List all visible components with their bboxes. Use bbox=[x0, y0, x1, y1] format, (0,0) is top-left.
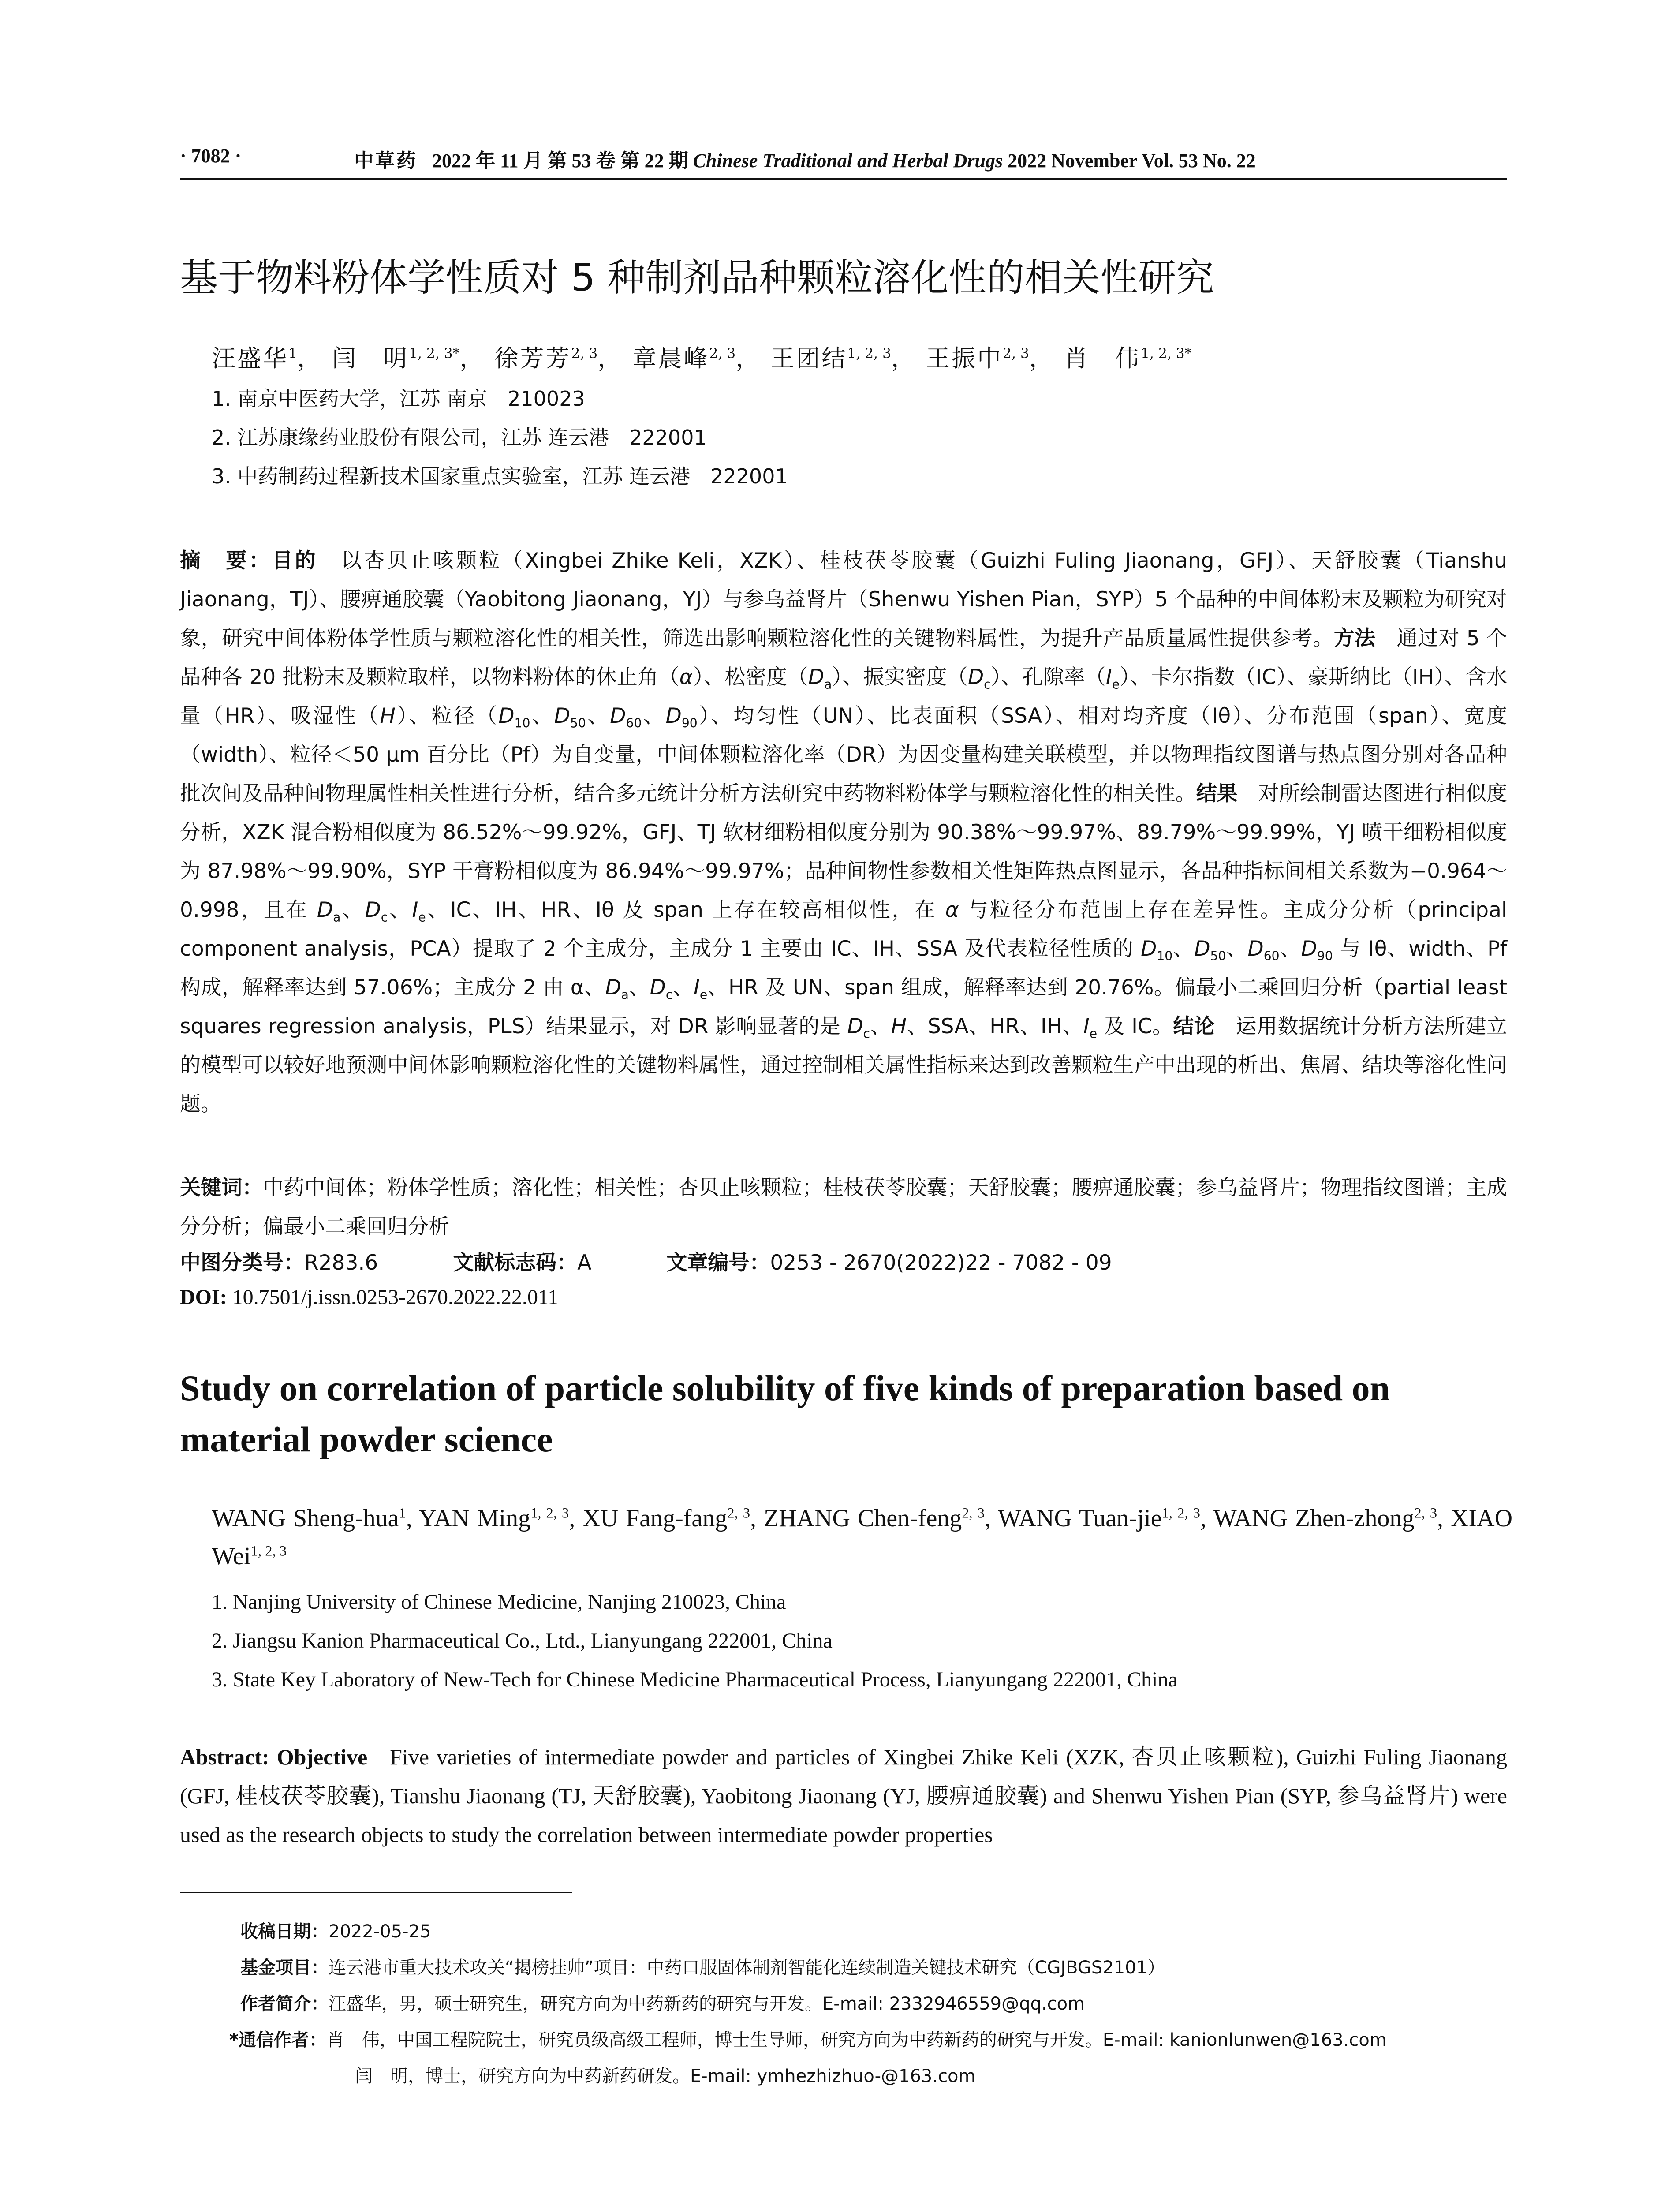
conclusion-text: 运用数据统计分析方法所建立的模型可以较好地预测中间体影响颗粒溶化性的关键物料属性，通过控制相关属性指标来达到改善颗粒生产中出现的析出、焦屑、结块等溶化性问题。 bbox=[180, 1014, 1508, 1116]
author-en: XIAO Wei bbox=[212, 1505, 1513, 1570]
author-aff: 1 bbox=[288, 346, 297, 362]
author-en: WANG Sheng-hua bbox=[212, 1505, 399, 1532]
author-aff: 1, 2, 3 bbox=[530, 1505, 569, 1521]
author-en: YAN Ming bbox=[418, 1505, 531, 1532]
author-cn: 闫 明 bbox=[332, 344, 409, 372]
journal-line bbox=[354, 145, 1256, 173]
page-number: · 7082 · bbox=[180, 145, 242, 167]
footnote-rule bbox=[180, 1892, 572, 1893]
affiliation-en-1: 1. Nanjing University of Chinese Medicine, Nanjing 210023, China bbox=[212, 1590, 786, 1614]
author-aff: 2, 3 bbox=[1414, 1505, 1437, 1521]
issue-cn: 2022 年 11 月 第 53 卷 第 22 期 bbox=[432, 150, 688, 172]
title-en: Study on correlation of particle solubility of five kinds of preparation based on material powder science bbox=[180, 1368, 1390, 1459]
affiliation-cn-1: 1. 南京中医药大学，江苏 南京 210023 bbox=[212, 387, 585, 411]
author-en: XU Fang-fang bbox=[582, 1505, 728, 1532]
abstract-en-label: Abstract: bbox=[180, 1745, 269, 1769]
author-aff: 2, 3 bbox=[709, 346, 736, 362]
author-aff: 1 bbox=[399, 1505, 406, 1521]
author-en: WANG Zhen-zhong bbox=[1213, 1505, 1415, 1532]
doi-label: DOI: bbox=[180, 1286, 227, 1309]
affiliation-en-2: 2. Jiangsu Kanion Pharmaceutical Co., Ltd., Lianyungang 222001, China bbox=[212, 1629, 833, 1652]
journal-name-cn: 中草药 bbox=[354, 150, 418, 172]
footnote-corresponding-2: 闫 明，博士，研究方向为中药新药研发。E-mail: ymhezhizhuo-@163.com bbox=[355, 2066, 976, 2086]
author-aff: 1, 2, 3 bbox=[847, 346, 891, 362]
author-aff: 2, 3 bbox=[962, 1505, 985, 1521]
author-aff: 2, 3 bbox=[571, 346, 598, 362]
clc-value: R283.6 bbox=[304, 1251, 378, 1275]
keywords-text: 中药中间体；粉体学性质；溶化性；相关性；杏贝止咳颗粒；桂枝茯苓胶囊；天舒胶囊；腰痹通胶囊；参乌益肾片；物理指纹图谱；主成分分析；偏最小二乘回归分析 bbox=[180, 1176, 1508, 1239]
author-cn: 徐芳芳 bbox=[494, 344, 571, 372]
authors-cn: 汪盛华$^1$， 闫 明$^{1, 2, 3*}$， 徐芳芳$^{2, 3}$， 章晨峰$^{2, 3}$， 王团结$^{1, 2, 3}$， 王振中$^{2, 3}$， 肖 伟$^{1, 2, 3*}$ bbox=[212, 344, 1192, 372]
abstract-label: 摘 要： bbox=[180, 549, 272, 573]
header-rule bbox=[180, 178, 1507, 180]
keywords-cn bbox=[180, 1169, 1507, 1246]
doc-code-value: A bbox=[577, 1251, 592, 1275]
objective-label: 目的 bbox=[272, 549, 318, 573]
doi-value: 10.7501/j.issn.0253-2670.2022.22.011 bbox=[232, 1286, 559, 1309]
issue-en: 2022 November Vol. 53 No. 22 bbox=[1008, 150, 1256, 172]
author-aff: 1, 2, 3* bbox=[1141, 346, 1192, 362]
abstract-cn: 摘 要：目的 以杏贝止咳颗粒（Xingbei Zhike Keli，XZK）、桂枝茯苓胶囊（Guizhi Fuling Jiaonang，GFJ）、天舒胶囊（Tianshu Jiaonang，TJ）、腰痹通胶囊（Yaobitong Jiaonang，YJ）与参乌益肾片（Shenwu Yishen Pian，SYP）5 个品种的中间体粉末及颗粒为研究对象，研究中间体粉体学性质与颗粒溶化性的相关性，筛选出影响颗粒溶化性的关键物料属性，为提升产品质量属性提供参考。方法 通过对 5 个品种各 20 批粉末及颗粒取样，以物料粉体的休止角（α）、松密度$(D_a)$、振实密度$(D_c)$、孔隙率$(I_e)$、卡尔指数（IC）、豪斯纳比（IH）、含水量（HR）、吸湿性（H）、粒径（$D_{10}$、$D_{50}$、$D_{60}$、$D_{90}$）、均匀性（UN）、比表面积（SSA）、相对均齐度（Iθ）、分布范围（span）、宽度（width）、粒径＜50 μm 百分比（Pf）为自变量，中间体颗粒溶化率（DR）为因变量构建关联模型，并以物理指纹图谱与热点图分别对各品种批次间及品种间物理属性相关性进行分析，结合多元统计分析方法研究中药物料粉体学与颗粒溶化性的相关性。结果 对所绘制雷达图进行相似度分析，XZK 混合粉相似度为 86.52%～99.92%，GFJ、TJ 软材细粉相似度分别为 90.38%～99.97%、89.79%～99.99%，YJ 喷干细粉相似度为 87.98%～99.90%，SYP 干膏粉相似度为 86.94%～99.97%；品种间物性参数相关性矩阵热点图显示，各品种指标间相关系数为−0.964～0.998，且在 $D_a$、$D_c$、$I_e$、IC、IH、HR、Iθ 及 span 上存在较高相似性，在 α 与粒径分布范围上存在差异性。主成分分析（principal component analysis，PCA）提取了 2 个主成分，主成分 1 主要由 IC、IH、SSA 及代表粒径性质的 $D_{10}$、$D_{50}$、$D_{60}$、$D_{90}$ 与 Iθ、width、Pf 构成，解释率达到 57.06%；主成分 2 由 α、$D_a$、$D_c$、$I_e$、HR 及 UN、span 组成，解释率达到 20.76%。偏最小二乘回归分析（partial least squares regression analysis，PLS）结果显示，对 DR 影响显著的是 $D_c$、H、SSA、HR、IH、$I_e$ 及 IC。结论 运用数据统计分析方法所建立的模型可以较好地预测中间体影响颗粒溶化性的关键物料属性，通过控制相关属性指标来达到改善颗粒生产中出现的析出、焦屑、结块等溶化性问题。 bbox=[180, 549, 1508, 1116]
author-en: WANG Tuan-jie bbox=[998, 1505, 1162, 1532]
footnote-received: 收稿日期：2022-05-25 bbox=[240, 1921, 431, 1942]
affiliation-cn-2: 2. 江苏康缘药业股份有限公司，江苏 连云港 222001 bbox=[212, 426, 707, 449]
doc-code-label: 文献标志码： bbox=[453, 1251, 578, 1275]
journal-name-en: Chinese Traditional and Herbal Drugs bbox=[693, 150, 1003, 172]
result-text: 对所绘制雷达图进行相似度分析，XZK 混合粉相似度为 86.52%～99.92%，GFJ、TJ 软材细粉相似度分别为 90.38%～99.97%、89.79%～99.99%，YJ 喷干细粉相似度为 87.98%～99.90%，SYP 干膏粉相似度为 86.94%～99.97%；品种间物性参数相关性矩阵热点图显示，各品种指标间相关系数为−0.964～0.998，且在 bbox=[180, 781, 1508, 922]
author-cn: 王振中 bbox=[926, 344, 1003, 372]
author-aff: 1, 2, 3* bbox=[409, 346, 460, 362]
method-label: 方法 bbox=[1333, 626, 1376, 650]
result-label: 结果 bbox=[1196, 781, 1238, 806]
author-cn: 章晨峰 bbox=[632, 344, 709, 372]
conclusion-label: 结论 bbox=[1173, 1014, 1215, 1039]
authors-en: WANG Sheng-hua$^1$, YAN Ming$^{1, 2, 3}$, XU Fang-fang$^{2, 3}$, ZHANG Chen-feng$^{2, 3}$, WANG Tuan-jie$^{1, 2, 3}$, WANG Zhen-zhong$^{2, 3}$, XIAO Wei$^{1, 2, 3}$ bbox=[212, 1505, 1513, 1570]
method-text: 通过对 5 个品种各 20 批粉末及颗粒取样，以物料粉体的休止角（ bbox=[180, 626, 1507, 689]
objective-text: 以杏贝止咳颗粒（Xingbei Zhike Keli，XZK）、桂枝茯苓胶囊（Guizhi Fuling Jiaonang，GFJ）、天舒胶囊（Tianshu Jiaonang，TJ）、腰痹通胶囊（Yaobitong Jiaonang，YJ）与参乌益肾片（Shenwu Yishen Pian，SYP）5 个品种的中间体粉末及颗粒为研究对象，研究中间体粉体学性质与颗粒溶化性的相关性，筛选出影响颗粒溶化性的关键物料属性，为提升产品质量属性提供参考。 bbox=[180, 549, 1508, 650]
article-number-label: 文章编号： bbox=[666, 1251, 770, 1275]
author-cn: 肖 伟 bbox=[1064, 344, 1141, 372]
running-header bbox=[180, 145, 1507, 176]
author-aff: 1, 2, 3 bbox=[1161, 1505, 1200, 1521]
author-cn: 汪盛华 bbox=[212, 344, 288, 372]
footnote-author-bio: 作者简介：汪盛华，男，硕士研究生，研究方向为中药新药的研究与开发。E-mail: 2332946559@qq.com bbox=[240, 1994, 1085, 2014]
abstract-en-text: Five varieties of intermediate powder and particles of Xingbei Zhike Keli (XZK, 杏贝止咳颗粒), Guizhi Fuling Jiaonang (GFJ, 桂枝茯苓胶囊), Tianshu Jiaonang (TJ, 天舒胶囊), Yaobitong Jiaonang (YJ, 腰痹通胶囊) and Shenwu Yishen Pian (SYP, 参乌益肾片) were used as the research objects to study the correlation between intermediate powder properties bbox=[180, 1745, 1507, 1847]
objective-en-label: Objective bbox=[276, 1745, 368, 1769]
classification-line bbox=[180, 1246, 1112, 1276]
abstract-en bbox=[180, 1738, 1507, 1854]
author-aff: 2, 3 bbox=[727, 1505, 750, 1521]
article-number-value: 0253 - 2670(2022)22 - 7082 - 09 bbox=[770, 1251, 1112, 1275]
author-aff: 2, 3 bbox=[1003, 346, 1029, 362]
author-cn: 王团结 bbox=[770, 344, 847, 372]
title-cn: 基于物料粉体学性质对 5 种制剂品种颗粒溶化性的相关性研究 bbox=[180, 256, 1214, 300]
footnote-corresponding: *通信作者：肖 伟，中国工程院院士，研究员级高级工程师，博士生导师，研究方向为中药新药的研究与开发。E-mail: kanionlunwen@163.com bbox=[229, 2030, 1387, 2050]
affiliation-cn-3: 3. 中药制药过程新技术国家重点实验室，江苏 连云港 222001 bbox=[212, 464, 788, 488]
author-en: ZHANG Chen-feng bbox=[763, 1505, 962, 1532]
doi-line bbox=[180, 1285, 558, 1309]
author-aff: 1, 2, 3 bbox=[250, 1543, 287, 1559]
affiliation-en-3: 3. State Key Laboratory of New-Tech for Chinese Medicine Pharmaceutical Process, Lianyungang 222001, China bbox=[212, 1668, 1178, 1691]
clc-label: 中图分类号： bbox=[180, 1251, 304, 1275]
footnote-funding: 基金项目：连云港市重大技术攻关“揭榜挂帅”项目：中药口服固体制剂智能化连续制造关键技术研究（CGJBGS2101） bbox=[240, 1958, 1165, 1978]
keywords-label: 关键词： bbox=[180, 1176, 263, 1200]
